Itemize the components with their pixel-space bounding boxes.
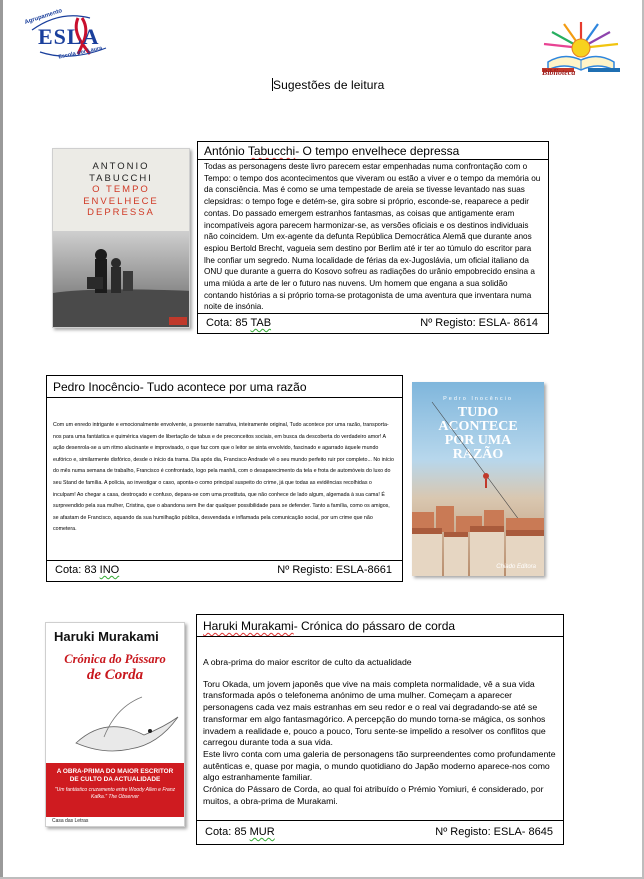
book-title-heading bbox=[198, 142, 548, 160]
cover-photo bbox=[53, 231, 189, 327]
book-paragraph: Este livro conta com uma galeria de personagens tão surpreendentes como profundamente autênticas e, quase por magia, o mundo quotidiano do Japão moderno aparece-nos como algo estranhamente familiar. bbox=[203, 748, 556, 783]
cover-title-line: TUDO bbox=[457, 405, 499, 420]
cover-publisher: Chiado Editora bbox=[496, 564, 536, 570]
cover-author-line: ANTONIO bbox=[92, 161, 150, 172]
book-card-tabucchi bbox=[197, 141, 549, 334]
cota-label: Cota: 85 bbox=[206, 317, 251, 329]
book-footer bbox=[47, 560, 402, 581]
book-title: - O tempo envelhece depressa bbox=[295, 144, 460, 158]
book-summary bbox=[203, 657, 557, 822]
book-card-murakami bbox=[196, 614, 564, 845]
cover-title-line: Crónica do Pássaro bbox=[64, 652, 166, 666]
logo-caption: Biblioteca bbox=[542, 68, 576, 77]
book-cover-tabucchi bbox=[52, 148, 190, 328]
book-summary: Todas as personagens deste livro parecem estar empenhadas numa confrontação com o Tempo: o tempo dos acontecimentos que viveram ou estão a viver e o tempo da memória ou da consciência. Mas é como se uma tempestade de areia se tivesse levantado nas suas clepsidras: o tempo foge e detém-se, gira sobre si próprio, esconde-se, reaparece a pedir contas. Do passado emergem estranhos fantasmas, as coisas que antigamente eram incompatíveis agora parecem harmonizar-se, as versões oficiais e os destinos individuais não coincidem. Um ex-agente da defunta República Democrática Alemã que durante anos espiou Bertold Brecht, vagueia sem destino por Berlim até ir ter ao túmulo do escritor para lhe confiar um segredo. Numa localidade de férias da ex-Jugoslávia, um oficial italiano da ONU que durante a guerra do Kosovo sofreu as radiações do urânio empobrecido ensina a uma miúda a arte de ler o futuro nas nuvens. Um homem que engana a sua solidão contando histórias a si próprio torna-se protagonista de uma aventura que inventara numa noite de insónia. bbox=[204, 162, 541, 311]
book-tagline: A obra-prima do maior escritor de culto da actualidade bbox=[203, 657, 412, 667]
page-title-text: Sugestões de leitura bbox=[273, 78, 385, 92]
book-author-surname: Tabucchi bbox=[247, 144, 296, 158]
book-title: - Tudo acontece por uma razão bbox=[139, 380, 307, 394]
cover-author-line: TABUCCHI bbox=[89, 172, 153, 184]
logo-text: ESLA bbox=[38, 24, 100, 49]
cota-label: Cota: 85 bbox=[205, 826, 250, 838]
registo-number: Nº Registo: ESLA- 8645 bbox=[435, 826, 553, 838]
book-footer bbox=[197, 820, 563, 844]
book-author: Pedro Inocêncio bbox=[53, 380, 140, 394]
cota-code: MUR bbox=[249, 826, 275, 838]
cover-publisher: Casa das Letras bbox=[52, 818, 89, 824]
logo-caption: Escola por Laura bbox=[57, 45, 103, 61]
page-left-edge bbox=[0, 0, 3, 879]
registo-number: Nº Registo: ESLA-8661 bbox=[277, 564, 392, 576]
book-paragraph: Toru Okada, um jovem japonês que vive na mais completa normalidade, vê a sua vida transformada após o telefonema anónimo de uma mulher. Começam a aparecer personagens cada vez mais estranhas em seu redor e o real vai degradando-se até se transformar em algo fantasmagórico. A percepção do mundo torna-se mágica, os sonhos invadem a realidade e, pouco a pouco, Toru sente-se impelido a resolver os conflitos que carregou durante toda a sua vida. bbox=[203, 678, 546, 748]
book-card-inocencio bbox=[46, 375, 403, 582]
page-title bbox=[272, 78, 384, 92]
cota-code: TAB bbox=[250, 317, 272, 329]
book-author: António bbox=[204, 144, 248, 158]
book-author: Haruki Murakami bbox=[203, 619, 294, 633]
cover-banner bbox=[46, 763, 184, 817]
cover-title-line: de Corda bbox=[86, 667, 144, 683]
book-paragraph: Crónica do Pássaro de Corda, ao qual foi atribuído o Prémio Yomiuri, é considerado, por muitos, a obra-prima de Murakami. bbox=[203, 784, 544, 806]
book-summary: Com um enredo intrigante e emocionalmente envolvente, a presente narrativa, inteiramente original, Tudo acontece por uma razão, transporta-nos para uma fantástica e quimérica viagem de libertação de tabus e de preconceitos sociais, em busca da descoberta do verdadeiro amor! A ação desenrola-se a um ritmo alucinante e improvisado, o que faz com que o leitor se sinta envolvido, fascinado e agarrado àquele mundo eufórico e, similarmente disfórico, desde o início da trama. Dia após dia, Francisco Andrade vê o seu mundo perfeito ruir por completo... No início do mês numa semana de trabalho, Francisco é confrontado, logo pela manhã, com o desaparecimento da tela e frota de automóveis do luxo do seu Stand de família. A polícia, ao investigar o caso, aponta-o como principal suspeito do crime, já que todas as evidências recolhidas o inculpam! Ao chegar a casa, destroçado e confuso, depara-se com uma prostituta, que não conhece de lado algum, algemada à sua cama! É surpreendido pela sua mulher, Cristina, que o abandona sem lhe dar qualquer possibilidade para se defender. Tanto a família, como os amigos, se afastam de Francisco, aquando da sua humilhação pública, desvendada e inflamada pela comunicação social, por um crime que não cometera. bbox=[53, 422, 394, 533]
library-logo bbox=[534, 18, 628, 80]
cota-code: INO bbox=[99, 564, 120, 576]
cover-quote: "Um fantástico cruzamento entre Woody Allen e Franz Kafka." The Observer bbox=[54, 787, 176, 800]
cover-author: Pedro Inocêncio bbox=[443, 396, 513, 402]
book-cover-inocencio bbox=[412, 382, 544, 576]
cover-title-line: O TEMPO bbox=[92, 184, 150, 195]
registo-number: Nº Registo: ESLA- 8614 bbox=[420, 317, 538, 329]
cover-banner-text: A OBRA-PRIMA DO MAIOR ESCRITOR DE CULTO DA ACTUALIDADE bbox=[56, 768, 174, 783]
book-title: - Crónica do pássaro de corda bbox=[293, 619, 456, 633]
cover-title-line: RAZÃO bbox=[452, 447, 504, 462]
book-footer bbox=[198, 313, 548, 333]
cover-title-line: ENVELHECE bbox=[83, 195, 159, 207]
cover-title-line: DEPRESSA bbox=[87, 207, 155, 218]
cover-author: Haruki Murakami bbox=[54, 629, 159, 644]
school-logo bbox=[20, 8, 112, 62]
cota-label: Cota: 83 bbox=[55, 564, 100, 576]
logo-subtext: Agrupamento bbox=[24, 8, 63, 26]
cover-title-line: ACONTECE bbox=[438, 419, 518, 434]
book-cover-murakami bbox=[45, 622, 185, 827]
book-title-heading bbox=[47, 376, 402, 398]
book-title-heading bbox=[197, 615, 563, 637]
cover-title-line: POR UMA bbox=[444, 433, 512, 448]
